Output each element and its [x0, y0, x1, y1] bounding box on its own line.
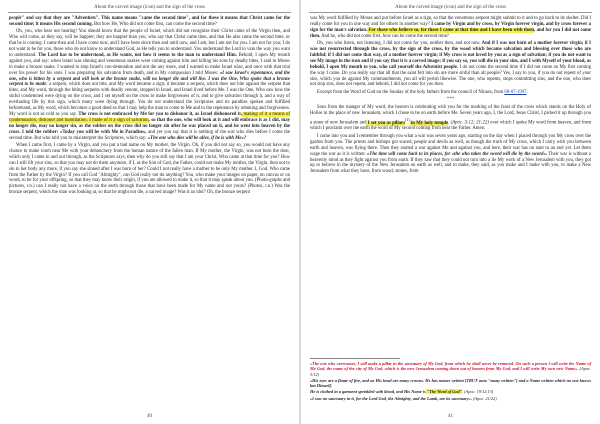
highlighted-text: "The Word of God": [425, 389, 463, 395]
highlighted-text: in My holy temple: [409, 120, 449, 126]
highlighted-text: For those who believe so, for those I came at that time and I have been with them: [367, 27, 535, 33]
left-page-body: [9, 16, 290, 198]
date-link[interactable]: 08-07-1997: [504, 89, 527, 95]
header-divider: [8, 12, 291, 13]
footnotes: [310, 361, 591, 402]
paragraph: When I came first, I came by a Virgin, and you put a bad name on My mother, the Virgin. Oh, if you did not say so, you would not have any chance to make room near Me with your debauchery from the human nature of the fallen man. If My mother, the Virgin, was not born the door, which only I came in and out through, as the Scriptures says, then why do you still say that I am your Christ, Who came at that time for you? How can I still lift your sins, so that you may not do them anymore, if I, as the Son of God, the Father, could not make My mother, the Virgin, then not to sin in her body any more, if you say she sinned after I was born of her? Could I not really have a mother to be only My mother. I, God, Who came from the Father by the Virgin? If you call God "Almighty", can God really not do anything? You, who make your images on paper, on canvas or on wood, to be for your offspring, so that they may know their origin, if you are allowed to make it, so that it may speak about you. (Photo-graphs and pictures, r.n.) can I really not have a voice on the earth through those that have been made for My name and not yours? (Photos, r.n.) Was the bronze serpent, which the man was looking at, so that he might not die, a carved image? Was it an idol? Oh, the bronze serpent: [9, 143, 290, 196]
footnote-divider: [310, 358, 400, 359]
left-page: [0, 0, 299, 424]
page-number: 41: [448, 414, 453, 419]
paragraph: was My word fulfilled by Moses and put before Israel as a sign, so that the venomous serpent might submit to it and to go back to its shelter. Did I really come for you in one way and for others in another way? I came by Virgin and by cross, by Virgin forever virgin, and by cross forever a sign for the man's salvation. For those who believe so, for those I came at that time and I have been with them, and for you I did not come then. And he, who did not come first, how can he come the second time?: [310, 16, 591, 39]
page-number: 40: [147, 414, 152, 419]
highlighted-text: making of it a means of condemnation, dishonor and humiliation. I made of it a sign of salvation: [9, 112, 291, 123]
paragraph: Oh, you, who hear not hearing! You should know that the people of Israel, which did not recognize their Christ came of the Virgin then, and Who will come, as they say, will be happier; they are happier than you, who say that Christ came then, and that He also came the second time, or that he is coming. I came then and I have come now, and I have been since then and until now, and I am, but I am not for you. I am not for you; I do not want to be for you, those who do not know to understand God, as He tells you to understand. You understand the Lord in vain the way you want to understand. The Lord has to be understood, as He wants, not how it seems to the man to understand Him. Behold, I open My mouth against you, and say: when Israel was sinning and venomous snakes were coming against him and killing his sons by deadly bites, I said to Moses to make a bronze snake. I wanted to stop Israel's con-demnation and not die any more, and I wanted to make Israel wise, and once with that trial over his power for his sons. I was preparing his salvation from death, and in My compassion I told Moses: «I saw Israel's repentance, and the one, who is bitten by a serpent and will look at the bronze snake, will no longer die and will live. I was the One, Who spoke that a bronze serpent to be made; a serpent, which does not bite, and My word became a sign; it became a serpent, which does not bite against the serpent that bites, and My word, through the biting serpents with deadly venom, stopped in Israel, and Israel lived before Me. I was the One, Who saw how the sinful condemned were dying on the cross, and I set myself on the cross to make forgiveness of it, and to give salvation through it, and a way of everlasting life by this sign, which many were dying through. You do not understand the Scriptures and its parables spoken and fulfilled beforehand, as My word, which becomes a good deed so that I may help the man to come to Me and to the repentance by rebuking and forgiveness. My word is not as cold as you say. The cross is not embraced by Me for you to dishonor it, as Israel dishonored it, making of it a means of condemnation, dishonor and humiliation. I made of it a sign of salvation, so that the one, who will look at it and will embrace it as I did, may no longer die, may no longer sin, as the robber on the cross did no longer sin after he was placed on it, and he went into heaven by the cross. I told the robber: «Today you will be with Me in Paradise», and yet you say that it is nothing of the sort who dies before I come the second time. But who told you to misinterpret the Scriptures, which say: «The one who dies will be alive, if he is with Me»?: [9, 29, 291, 141]
footnote: He is clothed in a garment sprinkled with blood, and His Name is "The Word of God". (Apoc. 19/12,13): [310, 389, 494, 395]
paragraph: Oh, you who listen, not listening, I did not come for you, neither then, and not now. And if I was not born of a mother forever virgin; if I was not resurrected through the cross, by the sign of the cross, by the wood which became salvation and blessing over those who are faithful; if I did not come that way, of a mother forever virgin; if My cross is not loved by you as a sign of salvation; if you do not want to see My image in the icon and if you say that it is a carved image; if you say so, you will die in your sins, and I with Myself of your blood, as behold, I open My mouth to you, who call yourself the Adventist people. I do not come the second time if I did not come on My first coming the way I came. Do you really say that all that the saint felt into sin are more sinful than all people? Yes, I say to you, if you do not repent of your sins, which you do against My commandments, you all will perish likewise. The one, who repents, stops committing sins, and the one, who does not stop sins, does not repent, and behold, I did not come for you then.: [310, 41, 592, 88]
running-header: About the carved image (icon) and the sign of the cross: [94, 5, 205, 10]
paragraph: people" and say that they are "Adventists". This name means "came the second time", and for these it means that Christ came for the second time; it means His second coming. But how He, Who did not come first, can come the second time?: [9, 16, 290, 27]
paragraph: I come into you and I remember through you what a war was seven years ago, starting on the day when I placed through you My cross over the garden from you. The priests and bishops got scared, people and devils as well, as though the truth of My cross, which I carry with you between earth and heaven, was flying there. Then they started a war against Me and against you, and here, their war has no start to an end yet. Let them wage the war as it is written: «The time will come back to its places, for «the who takes the sword will die by the sword». Their war is without a heavenly mind as they fight against you from earth. If they saw that they could not turn into a lie My work of a New Jerusalem with you, they got up to believe in the mystery of the New Jerusalem on earth as well, and to make, they said, as you make and I make with you, to make a New Jerusalem from what they have, from wood, stones, from: [310, 133, 591, 175]
header-divider: [309, 12, 592, 13]
footnote: «His eyes are a flame of fire, and on His head are many crowns. He has names written [TRUT unto "many written"] and a Name written which no one knows but Himself.: [310, 377, 591, 389]
footnote: «I saw no sanctuary in it, for the Lord God, the Almighty, and the Lamb, are its sanctuary». (Apoc. 21/22): [310, 395, 497, 401]
footnote-marker[interactable]: (1): [405, 117, 410, 122]
section-separator: ***: [446, 97, 455, 103]
right-page: [301, 0, 600, 424]
running-header: About the carved image (icon) and the sign of the cross: [395, 5, 506, 10]
right-page-body: [310, 16, 591, 177]
paragraph: Sons from the manger of My word, the heaven is celebrating with you for the marking of the feast of the cross which stands on the Holy of Holies in the place of new Jerusalem, which I chose to be on earth before Me. Seven years ago, I, the Lord, Jesus Christ, I picked it up through you a stone of new Jerusalem and I set you as pillars$^{(1)}$ in My holy temple. (Apoc. 3:12; 21:22) over which I spoke My word from heaven, and from which I proclaim over the earth the word of My second coming from near the Father. Amen.: [310, 105, 592, 132]
highlighted-text: I set you as pillars: [366, 120, 406, 126]
paragraph: Excerpt from the Word of God on the Sunday of the holy fathers from the council of Nicaea, from 08-07-1997.: [317, 89, 528, 95]
footnote: «The one who overcomes, I will make a pillar in the sanctuary of My God, from which he shall never be removed. On such a person I will write the Name of My God, the name of the city of My God, which is the new Jerusalem coming down out of heaven from My God, and I will write My own new Name». (Apoc. 3/12): [310, 361, 591, 377]
